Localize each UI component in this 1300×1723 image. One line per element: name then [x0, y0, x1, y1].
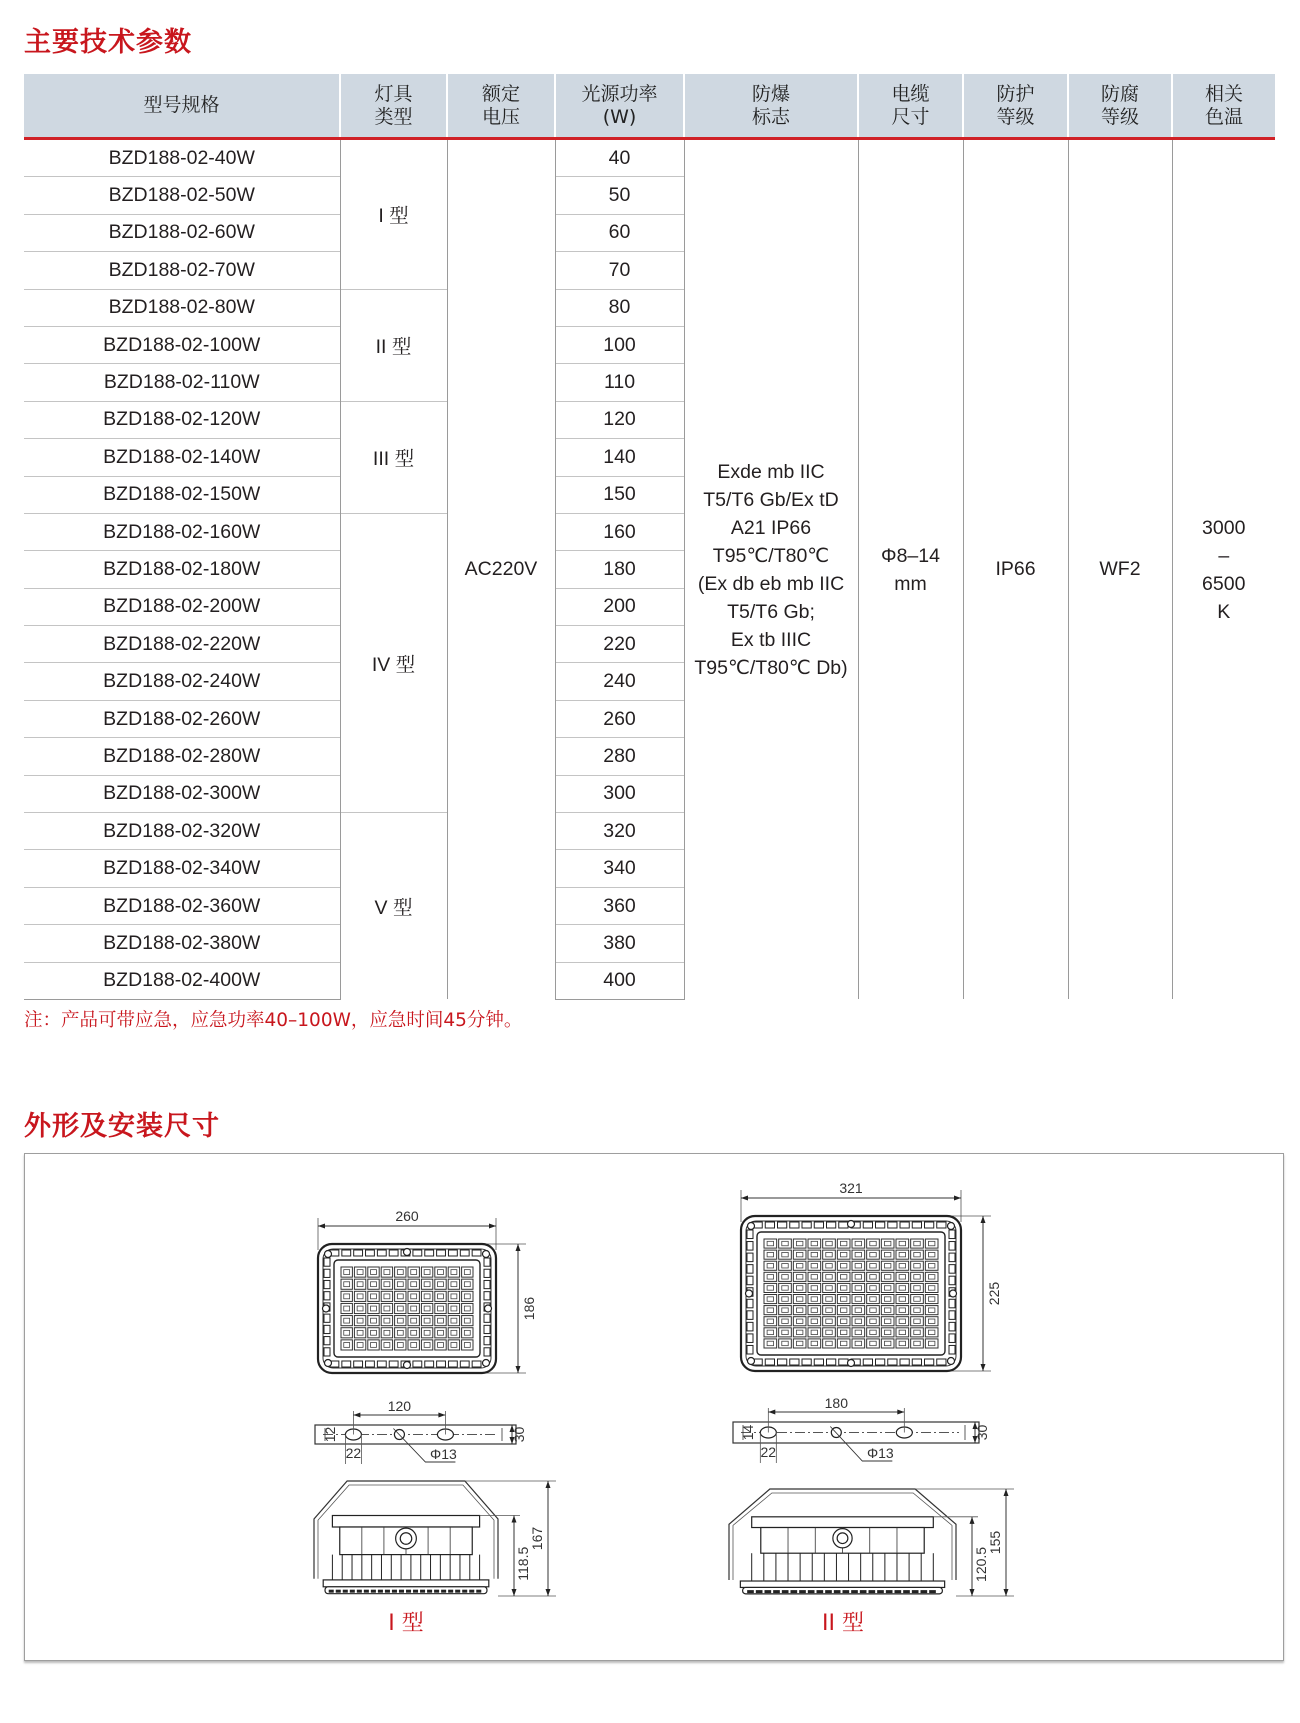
total-height-dimension [1004, 1489, 1009, 1596]
arrowhead [897, 1410, 904, 1415]
screw [483, 1360, 490, 1367]
model-cell: BZD188-02-180W [24, 551, 340, 588]
arrowhead [489, 1224, 496, 1229]
power-cell: 400 [555, 962, 684, 999]
arrowhead [1004, 1589, 1009, 1596]
lamp-type-cell: IV 型 [340, 513, 447, 812]
ip-rating-cell: IP66 [963, 139, 1068, 1000]
height-dimension [981, 1216, 986, 1371]
column-header [684, 74, 858, 139]
body-height-label: 118.5 [515, 1546, 531, 1581]
arrowhead [353, 1413, 360, 1418]
model-cell: BZD188-02-380W [24, 925, 340, 962]
screw [948, 1358, 955, 1365]
ex-marking-cell-line: T95℃/T80℃ [712, 544, 830, 567]
color-temp-cell-line: 3000 [1202, 516, 1246, 539]
column-header-line: 尺寸 [891, 105, 930, 128]
face-slot [399, 1590, 404, 1593]
power-cell: 200 [555, 588, 684, 625]
total-height-dimension [546, 1481, 551, 1596]
lamp-base [740, 1581, 944, 1587]
face-slot [756, 1590, 763, 1593]
ex-marking-cell-line: Ex tb IIIC [730, 628, 812, 651]
spec-table [24, 74, 1275, 1000]
face-slot [357, 1590, 362, 1593]
type2-caption: II 型 [822, 1611, 864, 1636]
total-height-label: 155 [987, 1530, 1003, 1555]
power-cell: 150 [555, 476, 684, 513]
screw [748, 1358, 755, 1365]
face-slot [921, 1590, 928, 1593]
column-header-line: 防腐 [1100, 82, 1139, 105]
anticorrosion-cell: WF2 [1068, 139, 1172, 1000]
ex-marking-cell-line: (Ex db eb mb IIC [697, 572, 845, 595]
arrowhead [516, 1366, 521, 1373]
cable-size-cell [858, 139, 963, 1000]
model-cell: BZD188-02-50W [24, 177, 340, 214]
bracket-thickness-label: 12 [322, 1426, 338, 1443]
face-slot [912, 1590, 919, 1593]
face-slot [448, 1590, 453, 1593]
screw [748, 1223, 755, 1230]
arrowhead [516, 1244, 521, 1251]
hole-diameter-label: Φ13 [430, 1446, 457, 1462]
arrowhead [546, 1589, 551, 1596]
face-slot [462, 1590, 467, 1593]
arrowhead [970, 1589, 975, 1596]
column-header-line: 类型 [374, 105, 413, 128]
driver-cap [332, 1516, 479, 1528]
model-cell: BZD188-02-340W [24, 850, 340, 887]
lamp-type-cell: V 型 [340, 813, 447, 1000]
arrowhead [512, 1589, 517, 1596]
model-cell: BZD188-02-150W [24, 476, 340, 513]
column-header-line: 等级 [1100, 105, 1139, 128]
dimension-drawing-panel [24, 1153, 1284, 1661]
power-cell: 110 [555, 364, 684, 401]
column-header [447, 74, 555, 139]
screw [950, 1290, 957, 1297]
column-header-line: 防护 [996, 82, 1035, 105]
color-temp-cell-line: – [1218, 544, 1230, 567]
color-temp-cell [1172, 139, 1275, 1000]
column-header-line: 灯具 [374, 82, 413, 105]
power-cell: 260 [555, 700, 684, 737]
cable-gland-inner [400, 1533, 412, 1545]
face-slot [895, 1590, 902, 1593]
model-cell: BZD188-02-260W [24, 700, 340, 737]
bracket-view-type1 [315, 1398, 527, 1464]
power-cell: 300 [555, 775, 684, 812]
ex-marking-cell-line: A21 IP66 [730, 516, 812, 539]
model-cell: BZD188-02-120W [24, 401, 340, 438]
screw [848, 1360, 855, 1367]
color-temp-cell-line: K [1217, 600, 1231, 623]
model-cell: BZD188-02-40W [108, 146, 255, 169]
model-cell: BZD188-02-300W [24, 775, 340, 812]
screw [325, 1360, 332, 1367]
slot-width-label: 22 [345, 1445, 362, 1461]
face-slot [843, 1590, 850, 1593]
face-slot [476, 1590, 481, 1593]
cable-size-cell-line: Φ8–14 [881, 544, 940, 567]
bracket-width-label: 30 [974, 1424, 990, 1441]
face-slot [790, 1590, 797, 1593]
screw [483, 1251, 490, 1258]
screw [404, 1249, 411, 1256]
face-slot [469, 1590, 474, 1593]
face-slot [406, 1590, 411, 1593]
column-header [1172, 74, 1275, 139]
lamp-type-cell: II 型 [340, 289, 447, 401]
screw [848, 1221, 855, 1228]
power-cell: 120 [555, 401, 684, 438]
face-slot [427, 1590, 432, 1593]
column-header-line: 额定 [481, 82, 520, 105]
power-cell: 220 [555, 626, 684, 663]
hole-spacing-label: 180 [824, 1395, 848, 1411]
column-header [555, 74, 684, 139]
cable-gland-inner [837, 1533, 848, 1544]
column-header-line: 色温 [1204, 105, 1243, 128]
slot-width-label: 22 [760, 1444, 777, 1460]
color-temp-cell-line: 6500 [1202, 572, 1246, 595]
model-cell: BZD188-02-320W [24, 813, 340, 850]
face-slot [886, 1590, 893, 1593]
column-header-line: 相关 [1204, 82, 1243, 105]
power-cell: 380 [555, 925, 684, 962]
face-slot [877, 1590, 884, 1593]
face-slot [364, 1590, 369, 1593]
model-cell: BZD188-02-220W [24, 626, 340, 663]
width-dimension-label: 260 [395, 1208, 419, 1224]
model-cell: BZD188-02-140W [24, 439, 340, 476]
face-slot [799, 1590, 806, 1593]
face-slot [413, 1590, 418, 1593]
screw [485, 1305, 492, 1312]
arrowhead [768, 1410, 775, 1415]
model-cell: BZD188-02-280W [24, 738, 340, 775]
ex-marking-cell-line: T5/T6 Gb/Ex tD [703, 488, 839, 511]
side-view-type1 [314, 1481, 556, 1596]
front-view-type1 [318, 1208, 537, 1373]
power-cell: 80 [555, 289, 684, 326]
table-header-row [24, 74, 1275, 139]
power-cell: 70 [555, 252, 684, 289]
model-cell: BZD188-02-400W [24, 962, 340, 999]
power-cell: 280 [555, 738, 684, 775]
face-slot [808, 1590, 815, 1593]
column-header [858, 74, 963, 139]
side-view-type2 [729, 1489, 1014, 1596]
screw [746, 1290, 753, 1297]
model-cell: BZD188-02-200W [24, 588, 340, 625]
width-dimension-label: 321 [839, 1180, 863, 1196]
power-cell: 180 [555, 551, 684, 588]
face-slot [816, 1590, 823, 1593]
power-cell: 340 [555, 850, 684, 887]
face-slot [350, 1590, 355, 1593]
hole-diameter-label: Φ13 [866, 1445, 894, 1461]
face-slot [441, 1590, 446, 1593]
column-header-line: 防爆 [751, 82, 790, 105]
arrowhead [438, 1413, 445, 1418]
bracket-thickness-label: 14 [740, 1424, 756, 1441]
height-dimension-label: 186 [521, 1296, 537, 1321]
arrowhead [1004, 1489, 1009, 1496]
rated-voltage-cell: AC220V [447, 139, 555, 1000]
face-slot [385, 1590, 390, 1593]
arrowhead [546, 1481, 551, 1488]
arrowhead [981, 1364, 986, 1371]
face-slot [420, 1590, 425, 1593]
column-header [963, 74, 1068, 139]
screw [323, 1305, 330, 1312]
face-slot [834, 1590, 841, 1593]
arrowhead [512, 1516, 517, 1523]
dimensions-section-title: 外形及安装尺寸 [24, 1111, 220, 1142]
model-cell: BZD188-02-360W [24, 887, 340, 924]
model-cell: BZD188-02-100W [24, 326, 340, 363]
column-header [24, 74, 340, 139]
power-cell: 240 [555, 663, 684, 700]
face-slot [773, 1590, 780, 1593]
housing-outline [318, 1244, 496, 1373]
face-slot [434, 1590, 439, 1593]
hole-spacing-label: 120 [387, 1398, 412, 1414]
lamp-base [323, 1580, 489, 1587]
column-header-line: 电缆 [891, 82, 930, 105]
power-cell: 320 [555, 813, 684, 850]
ex-marking-cell [684, 139, 858, 1000]
height-dimension-label: 225 [986, 1281, 1002, 1306]
face-slot [869, 1590, 876, 1593]
face-slot [329, 1590, 334, 1593]
face-slot [929, 1590, 936, 1593]
screw [325, 1251, 332, 1258]
arrowhead [970, 1517, 975, 1524]
specs-section-title: 主要技术参数 [24, 27, 192, 58]
power-cell: 360 [555, 887, 684, 924]
model-cell: BZD188-02-80W [24, 289, 340, 326]
cable-size-cell-line: mm [894, 572, 927, 595]
face-slot [371, 1590, 376, 1593]
power-cell: 160 [555, 513, 684, 550]
model-cell: BZD188-02-240W [24, 663, 340, 700]
power-cell: 40 [555, 139, 684, 177]
column-header-line: (W) [602, 105, 637, 128]
screw [404, 1362, 411, 1369]
bracket-width-label: 30 [511, 1426, 527, 1443]
column-header-line: 标志 [751, 105, 790, 128]
total-height-label: 167 [529, 1526, 545, 1551]
column-header [1068, 74, 1172, 139]
body-height-label: 120.5 [973, 1546, 989, 1582]
face-slot [860, 1590, 867, 1593]
height-dimension [516, 1244, 521, 1373]
power-cell: 50 [555, 177, 684, 214]
ex-marking-cell-line: T95℃/T80℃ Db) [694, 656, 848, 679]
ex-marking-cell-line: T5/T6 Gb; [727, 600, 815, 623]
face-slot [851, 1590, 858, 1593]
arrowhead [954, 1196, 961, 1201]
dimension-drawings [25, 1154, 1283, 1660]
model-cell: BZD188-02-60W [24, 214, 340, 251]
ex-marking-cell-line: Exde mb IIC [717, 460, 825, 483]
model-cell: BZD188-02-160W [24, 513, 340, 550]
column-header-line: 型号规格 [143, 94, 220, 116]
face-slot [336, 1590, 341, 1593]
column-header-line: 光源功率 [581, 82, 658, 105]
width-dimension [741, 1196, 961, 1201]
emergency-note: 注：产品可带应急，应急功率40–100W，应急时间45分钟。 [24, 1010, 523, 1031]
face-slot [782, 1590, 789, 1593]
column-header [340, 74, 447, 139]
lamp-type-cell: I 型 [340, 139, 447, 290]
power-cell: 60 [555, 214, 684, 251]
width-dimension [318, 1224, 496, 1229]
face-slot [455, 1590, 460, 1593]
power-cell: 140 [555, 439, 684, 476]
screw [948, 1223, 955, 1230]
driver-cap [752, 1517, 934, 1528]
model-cell: BZD188-02-110W [24, 364, 340, 401]
face-slot [825, 1590, 832, 1593]
arrowhead [741, 1196, 748, 1201]
face-slot [392, 1590, 397, 1593]
lamp-type-cell: III 型 [340, 401, 447, 513]
arrowhead [318, 1224, 325, 1229]
face-slot [343, 1590, 348, 1593]
power-cell: 100 [555, 326, 684, 363]
face-slot [764, 1590, 771, 1593]
table-row [24, 139, 1275, 177]
face-slot [378, 1590, 383, 1593]
bracket-view-type2 [733, 1395, 990, 1463]
model-cell: BZD188-02-70W [24, 252, 340, 289]
arrowhead [981, 1216, 986, 1223]
column-header-line: 等级 [996, 105, 1035, 128]
face-slot [747, 1590, 754, 1593]
front-view-type2 [741, 1180, 1002, 1371]
face-slot [903, 1590, 910, 1593]
column-header-line: 电压 [481, 105, 520, 128]
type1-caption: I 型 [388, 1611, 424, 1636]
